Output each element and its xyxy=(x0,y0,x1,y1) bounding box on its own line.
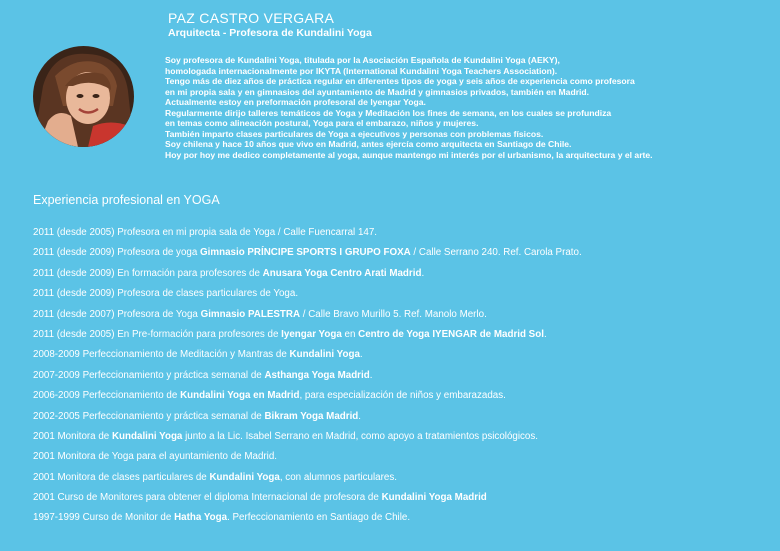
experience-highlight: Bikram Yoga Madrid xyxy=(264,410,359,422)
experience-item xyxy=(33,227,773,247)
experience-text: 2011 (desde 2009) Profesora de yoga xyxy=(33,247,201,259)
experience-text: 2008-2009 Perfeccionamiento de Meditación y Mantras de xyxy=(33,349,290,361)
experience-item xyxy=(33,431,773,451)
bio-line: en temas como alineación postural, Yoga para el embarazo, niños y mujeres. xyxy=(165,118,479,128)
experience-item xyxy=(33,268,773,288)
experience-text: 1997-1999 Curso de Monitor de xyxy=(33,512,175,524)
page-subtitle: Arquitecta - Profesora de Kundalini Yoga xyxy=(168,27,372,39)
experience-text: 2002-2005 Perfeccionamiento y práctica semanal de xyxy=(33,410,265,422)
experience-highlight: Kundalini Yoga xyxy=(289,349,360,361)
bio-line: Regularmente dirijo talleres temáticos de Yoga y Meditación los fines de semana, en los cuales se profundiza xyxy=(165,107,612,118)
bio-line: Soy chilena y hace 10 años que vivo en Madrid, antes ejercía como arquitecta en Santiago de Chile. xyxy=(165,139,572,149)
experience-item xyxy=(33,370,773,390)
experience-highlight: Kundalini Yoga xyxy=(111,430,183,442)
experience-item xyxy=(33,411,773,431)
experience-item xyxy=(33,329,773,349)
experience-text: 2001 Monitora de clases particulares de xyxy=(33,471,210,483)
experience-text: 2011 (desde 2005) En Pre-formación para profesores de xyxy=(33,328,282,340)
experience-highlight: Centro de Yoga IYENGAR de Madrid Sol xyxy=(358,328,544,340)
experience-item xyxy=(33,451,773,471)
experience-text: . Perfeccionamiento en Santiago de Chile. xyxy=(227,512,411,524)
experience-highlight: Iyengar Yoga xyxy=(281,328,342,340)
experience-item xyxy=(33,349,773,369)
bio-line: Soy profesora de Kundalini Yoga, titulada por la Asociación Española de Kundalini Yoga (AEKY), xyxy=(165,55,560,65)
experience-item xyxy=(33,390,773,410)
experience-highlight: Kundalini Yoga en Madrid xyxy=(180,390,300,402)
experience-text: . xyxy=(359,349,363,361)
experience-text: 2001 Monitora de xyxy=(33,430,112,442)
experience-text: junto a la Lic. Isabel Serrano en Madrid, como apoyo a tratamientos psicológicos. xyxy=(182,430,538,442)
experience-item xyxy=(33,309,773,329)
portrait-photo-icon xyxy=(33,46,134,147)
experience-item xyxy=(33,247,773,267)
experience-item xyxy=(33,288,773,308)
section-title: Experiencia profesional en YOGA xyxy=(33,193,220,207)
bio-line: Hoy por hoy me dedico completamente al yoga, aunque mantengo mi interés por el urbanismo, la arquitectura y el arte. xyxy=(165,149,653,160)
experience-highlight: Kundalini Yoga xyxy=(209,471,280,483)
experience-highlight: Asthanga Yoga Madrid xyxy=(264,369,370,381)
experience-text: 2001 Monitora de Yoga para el ayuntamiento de Madrid. xyxy=(33,451,278,463)
experience-text: / Calle Bravo Murillo 5. Ref. Manolo Merlo. xyxy=(300,308,487,320)
experience-highlight: Gimnasio PALESTRA xyxy=(200,308,301,320)
experience-highlight: Anusara Yoga Centro Arati Madrid xyxy=(262,267,422,279)
experience-text: . xyxy=(358,410,362,422)
page-title: PAZ CASTRO VERGARA xyxy=(168,10,335,26)
bio-line: Actualmente estoy en preformación profesoral de Iyengar Yoga. xyxy=(165,97,426,107)
experience-highlight: Hatha Yoga xyxy=(174,512,228,524)
avatar xyxy=(33,46,134,147)
experience-item xyxy=(33,492,773,512)
bio-line: También imparto clases particulares de Yoga a ejecutivos y personas con problemas físicos. xyxy=(165,128,544,139)
experience-text: 2001 Curso de Monitores para obtener el diploma Internacional de profesora de xyxy=(33,492,382,504)
experience-text: 2011 (desde 2005) Profesora en mi propia sala de Yoga / Calle Fuencarral 147. xyxy=(33,227,378,238)
experience-text: 2007-2009 Perfeccionamiento y práctica semanal de xyxy=(33,369,265,381)
experience-text: . xyxy=(543,328,547,340)
experience-text: 2011 (desde 2009) En formación para profesores de xyxy=(33,267,263,279)
experience-text: , con alumnos particulares. xyxy=(279,471,397,483)
experience-item xyxy=(33,472,773,492)
experience-item xyxy=(33,512,773,532)
experience-text: 2011 (desde 2009) Profesora de clases particulares de Yoga. xyxy=(33,288,299,300)
experience-text: 2011 (desde 2007) Profesora de Yoga xyxy=(33,308,201,320)
experience-text: 2006-2009 Perfeccionamiento de xyxy=(33,390,181,402)
experience-text: . xyxy=(369,369,373,381)
experience-text: en xyxy=(341,328,359,340)
experience-text: , para especialización de niños y embarazadas. xyxy=(299,390,506,402)
bio-text xyxy=(165,55,765,160)
experience-highlight: Kundalini Yoga Madrid xyxy=(381,492,487,504)
bio-line: homologada internacionalmente por IKYTA (International Kundalini Yoga Teachers Association). xyxy=(165,65,558,76)
experience-highlight: Gimnasio PRÍNCIPE SPORTS I GRUPO FOXA xyxy=(200,247,411,259)
experience-text: / Calle Serrano 240. Ref. Carola Prato. xyxy=(410,247,582,259)
experience-list xyxy=(33,227,773,533)
bio-line: en mi propia sala y en gimnasios del ayuntamiento de Madrid y gimnasios privados, también en Madrid. xyxy=(165,86,590,97)
bio-line: Tengo más de diez años de práctica regular en diferentes tipos de yoga y seis años de experiencia como profesora xyxy=(165,76,635,86)
experience-text: . xyxy=(421,267,425,279)
